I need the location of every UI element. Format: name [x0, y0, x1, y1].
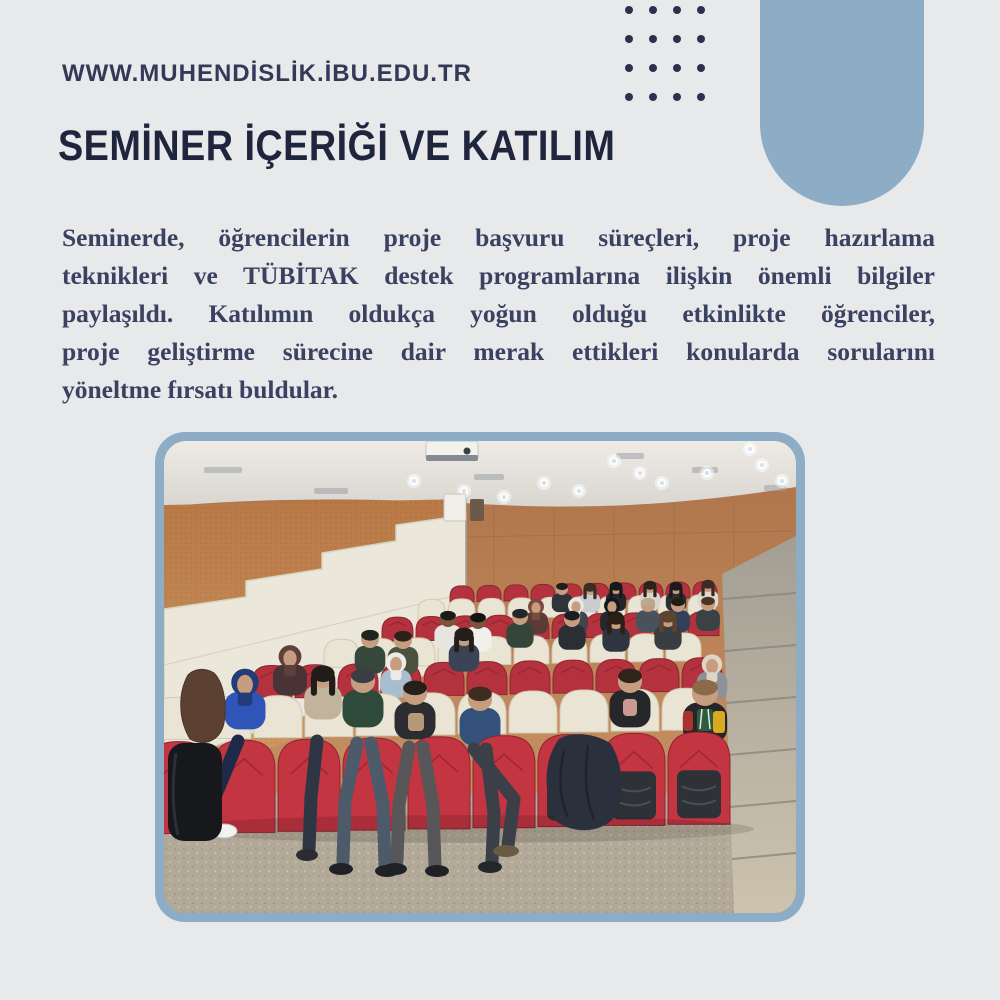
- dot: [697, 35, 705, 43]
- dot: [697, 93, 705, 101]
- paragraph-line: yöneltme fırsatı buldular.: [62, 375, 339, 404]
- auditorium-illustration: [164, 441, 796, 913]
- body-paragraph: [62, 219, 935, 409]
- dot: [673, 35, 681, 43]
- dot: [673, 6, 681, 14]
- dot: [625, 93, 633, 101]
- dot: [697, 6, 705, 14]
- paragraph-line: teknikleri ve TÜBİTAK destek programlarına ilişkin önemli bilgiler: [62, 261, 935, 290]
- paragraph-line: Seminerde, öğrencilerin proje başvuru süreçleri, proje hazırlama: [62, 223, 935, 252]
- paragraph-line: paylaşıldı. Katılımın oldukça yoğun olduğu etkinlikte öğrenciler,: [62, 299, 935, 328]
- paragraph-line: proje geliştirme sürecine dair merak ettikleri konularda sorularını: [62, 337, 935, 366]
- dot: [649, 64, 657, 72]
- page-title: SEMİNER İÇERİĞİ VE KATILIM: [58, 122, 616, 170]
- dot: [649, 35, 657, 43]
- dot: [697, 64, 705, 72]
- website-url: WWW.MUHENDİSLİK.İBU.EDU.TR: [62, 60, 472, 87]
- dot: [649, 93, 657, 101]
- dot: [625, 35, 633, 43]
- dot: [673, 93, 681, 101]
- dot-grid-decoration: [625, 6, 705, 101]
- dot: [625, 6, 633, 14]
- dot: [649, 6, 657, 14]
- dot: [625, 64, 633, 72]
- seminar-photo: [164, 441, 796, 913]
- capsule-decoration: [760, 0, 924, 206]
- seminar-photo-frame: [155, 432, 805, 922]
- dot: [673, 64, 681, 72]
